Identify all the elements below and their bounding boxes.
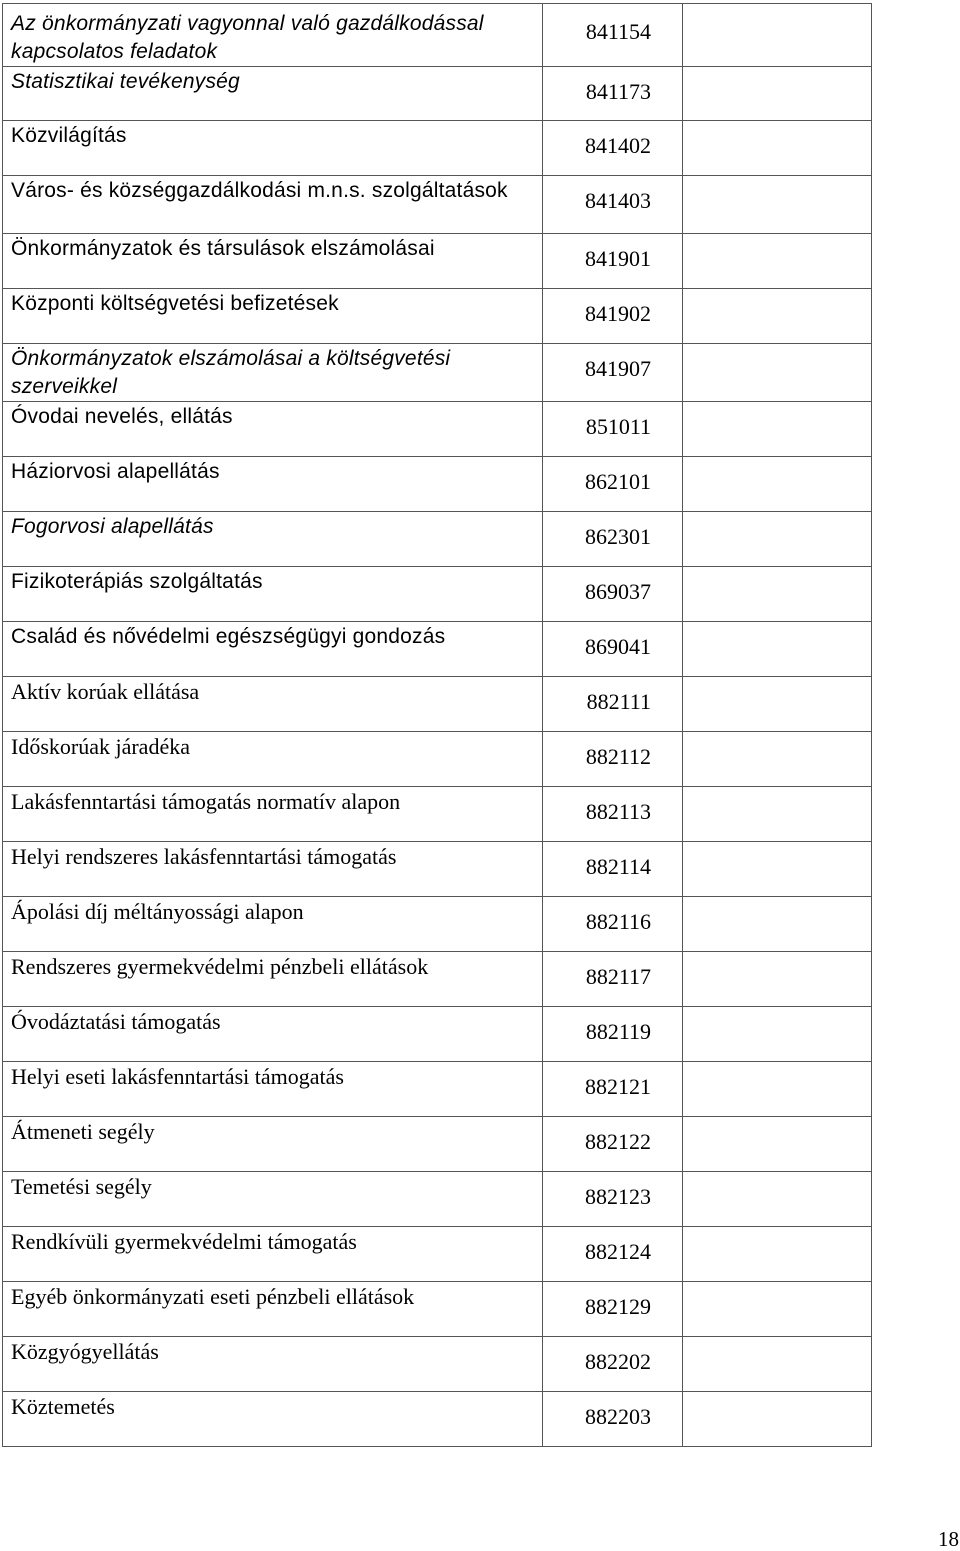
activity-code: 882116 bbox=[585, 909, 651, 934]
activity-name-cell bbox=[3, 1172, 543, 1227]
table-row bbox=[3, 457, 872, 512]
empty-cell bbox=[683, 787, 872, 842]
table-row bbox=[3, 952, 872, 1007]
empty-cell bbox=[683, 4, 872, 67]
activity-name: Fogorvosi alapellátás bbox=[11, 515, 214, 538]
activity-code: 862101 bbox=[585, 469, 651, 494]
table-row bbox=[3, 402, 872, 457]
table-row bbox=[3, 1172, 872, 1227]
activity-name: Átmeneti segély bbox=[11, 1119, 155, 1144]
table-row bbox=[3, 512, 872, 567]
empty-cell bbox=[683, 344, 872, 402]
page-number: 18 bbox=[938, 1527, 959, 1551]
activity-code-cell bbox=[543, 732, 683, 787]
activity-name-cell bbox=[3, 402, 543, 457]
empty-cell bbox=[683, 732, 872, 787]
activity-name: Rendszeres gyermekvédelmi pénzbeli ellátások bbox=[11, 954, 429, 979]
empty-cell bbox=[683, 897, 872, 952]
empty-cell bbox=[683, 402, 872, 457]
table-row bbox=[3, 1117, 872, 1172]
activity-name-cell bbox=[3, 457, 543, 512]
activity-name-cell bbox=[3, 1062, 543, 1117]
activity-code-cell bbox=[543, 1337, 683, 1392]
empty-cell bbox=[683, 842, 872, 897]
activity-name: Helyi rendszeres lakásfenntartási támogatás bbox=[11, 844, 397, 869]
activity-code-cell bbox=[543, 1062, 683, 1117]
activity-code-cell bbox=[543, 842, 683, 897]
activity-code: 869041 bbox=[585, 634, 651, 659]
activity-code-cell bbox=[543, 4, 683, 67]
table-row bbox=[3, 622, 872, 677]
table-row bbox=[3, 121, 872, 176]
empty-cell bbox=[683, 1227, 872, 1282]
empty-cell bbox=[683, 1282, 872, 1337]
activity-code-cell bbox=[543, 677, 683, 732]
table-row bbox=[3, 176, 872, 234]
table-row bbox=[3, 4, 872, 67]
empty-cell bbox=[683, 1172, 872, 1227]
table-row bbox=[3, 1227, 872, 1282]
activity-name-cell bbox=[3, 512, 543, 567]
activity-name: Önkormányzatok elszámolásai a költségvetési szerveikkel bbox=[11, 347, 451, 398]
activity-code: 851011 bbox=[585, 414, 651, 439]
activity-code-cell bbox=[543, 952, 683, 1007]
empty-cell bbox=[683, 622, 872, 677]
activity-code-cell bbox=[543, 567, 683, 622]
activity-code-cell bbox=[543, 622, 683, 677]
activity-name-cell bbox=[3, 567, 543, 622]
activity-code: 882203 bbox=[585, 1404, 651, 1429]
activity-name-cell bbox=[3, 289, 543, 344]
activity-code-table bbox=[2, 3, 872, 1447]
empty-cell bbox=[683, 952, 872, 1007]
activity-code-cell bbox=[543, 897, 683, 952]
table-row bbox=[3, 677, 872, 732]
activity-code: 882117 bbox=[585, 964, 651, 989]
activity-name: Lakásfenntartási támogatás normatív alapon bbox=[11, 789, 401, 814]
activity-code: 882119 bbox=[585, 1019, 651, 1044]
activity-code: 882202 bbox=[585, 1349, 651, 1374]
activity-code-cell bbox=[543, 787, 683, 842]
activity-name: Temetési segély bbox=[11, 1174, 152, 1199]
empty-cell bbox=[683, 567, 872, 622]
activity-name: Közvilágítás bbox=[11, 124, 127, 147]
table-row bbox=[3, 1007, 872, 1062]
activity-name: Közgyógyellátás bbox=[11, 1339, 159, 1364]
empty-cell bbox=[683, 1337, 872, 1392]
table-row bbox=[3, 234, 872, 289]
activity-name-cell bbox=[3, 1282, 543, 1337]
activity-name-cell bbox=[3, 897, 543, 952]
activity-name: Helyi eseti lakásfenntartási támogatás bbox=[11, 1064, 344, 1089]
activity-code-cell bbox=[543, 344, 683, 402]
activity-code-cell bbox=[543, 289, 683, 344]
empty-cell bbox=[683, 1392, 872, 1447]
table-row bbox=[3, 1392, 872, 1447]
activity-code: 841901 bbox=[585, 246, 651, 271]
activity-name-cell bbox=[3, 787, 543, 842]
table-row bbox=[3, 842, 872, 897]
activity-code-cell bbox=[543, 1282, 683, 1337]
table-row bbox=[3, 1337, 872, 1392]
empty-cell bbox=[683, 234, 872, 289]
empty-cell bbox=[683, 1117, 872, 1172]
activity-name-cell bbox=[3, 1117, 543, 1172]
activity-name-cell bbox=[3, 1337, 543, 1392]
activity-code: 882121 bbox=[585, 1074, 651, 1099]
activity-name-cell bbox=[3, 622, 543, 677]
activity-code-cell bbox=[543, 512, 683, 567]
activity-name-cell bbox=[3, 344, 543, 402]
activity-code: 882123 bbox=[585, 1184, 651, 1209]
activity-code: 882124 bbox=[585, 1239, 651, 1264]
activity-code: 882113 bbox=[585, 799, 651, 824]
activity-name-cell bbox=[3, 1227, 543, 1282]
empty-cell bbox=[683, 677, 872, 732]
activity-name: Óvodáztatási támogatás bbox=[11, 1009, 221, 1034]
activity-code: 882114 bbox=[585, 854, 651, 879]
activity-code-cell bbox=[543, 1117, 683, 1172]
activity-code: 841402 bbox=[585, 133, 651, 158]
activity-code: 882122 bbox=[585, 1129, 651, 1154]
activity-code: 841902 bbox=[585, 301, 651, 326]
empty-cell bbox=[683, 512, 872, 567]
activity-name-cell bbox=[3, 121, 543, 176]
activity-code: 882129 bbox=[585, 1294, 651, 1319]
table-row bbox=[3, 67, 872, 121]
empty-cell bbox=[683, 1062, 872, 1117]
activity-code-cell bbox=[543, 234, 683, 289]
table-row bbox=[3, 787, 872, 842]
activity-name-cell bbox=[3, 1392, 543, 1447]
activity-name-cell bbox=[3, 732, 543, 787]
table-row bbox=[3, 732, 872, 787]
empty-cell bbox=[683, 121, 872, 176]
activity-name: Statisztikai tevékenység bbox=[11, 70, 240, 93]
activity-name: Család és nővédelmi egészségügyi gondozás bbox=[11, 625, 446, 648]
activity-code: 869037 bbox=[585, 579, 651, 604]
table-row bbox=[3, 567, 872, 622]
activity-name: Város- és községgazdálkodási m.n.s. szolgáltatások bbox=[11, 179, 508, 202]
activity-code: 841403 bbox=[585, 188, 651, 213]
activity-code: 841173 bbox=[585, 79, 651, 104]
activity-name-cell bbox=[3, 1007, 543, 1062]
activity-name-cell bbox=[3, 677, 543, 732]
table-row bbox=[3, 1062, 872, 1117]
activity-code: 841907 bbox=[585, 356, 651, 381]
activity-name-cell bbox=[3, 234, 543, 289]
activity-name-cell bbox=[3, 952, 543, 1007]
table-row bbox=[3, 289, 872, 344]
activity-code-cell bbox=[543, 1227, 683, 1282]
activity-name: Óvodai nevelés, ellátás bbox=[11, 405, 233, 428]
empty-cell bbox=[683, 67, 872, 121]
activity-code-cell bbox=[543, 457, 683, 512]
activity-name: Időskorúak járadéka bbox=[11, 734, 190, 759]
activity-code: 882111 bbox=[586, 689, 651, 714]
activity-name: Köztemetés bbox=[11, 1394, 115, 1419]
activity-name-cell bbox=[3, 67, 543, 121]
activity-code-cell bbox=[543, 67, 683, 121]
activity-name: Az önkormányzati vagyonnal való gazdálkodással kapcsolatos feladatok bbox=[11, 12, 484, 63]
activity-name: Fizikoterápiás szolgáltatás bbox=[11, 570, 263, 593]
activity-code-cell bbox=[543, 121, 683, 176]
empty-cell bbox=[683, 289, 872, 344]
table-row bbox=[3, 344, 872, 402]
empty-cell bbox=[683, 1007, 872, 1062]
activity-code: 862301 bbox=[585, 524, 651, 549]
empty-cell bbox=[683, 457, 872, 512]
activity-code-cell bbox=[543, 1172, 683, 1227]
activity-code: 882112 bbox=[585, 744, 651, 769]
activity-name-cell bbox=[3, 842, 543, 897]
activity-code: 841154 bbox=[585, 19, 651, 44]
activity-name: Egyéb önkormányzati eseti pénzbeli ellátások bbox=[11, 1284, 415, 1309]
activity-name: Központi költségvetési befizetések bbox=[11, 292, 339, 315]
table-row bbox=[3, 1282, 872, 1337]
activity-name: Ápolási díj méltányossági alapon bbox=[11, 899, 304, 924]
activity-code-cell bbox=[543, 1007, 683, 1062]
activity-name: Aktív korúak ellátása bbox=[11, 679, 200, 704]
activity-name-cell bbox=[3, 4, 543, 67]
table-row bbox=[3, 897, 872, 952]
activity-name: Rendkívüli gyermekvédelmi támogatás bbox=[11, 1229, 357, 1254]
activity-name: Háziorvosi alapellátás bbox=[11, 460, 220, 483]
activity-code-cell bbox=[543, 402, 683, 457]
empty-cell bbox=[683, 176, 872, 234]
activity-name: Önkormányzatok és társulások elszámolásai bbox=[11, 237, 435, 260]
activity-name-cell bbox=[3, 176, 543, 234]
activity-code-cell bbox=[543, 1392, 683, 1447]
activity-code-cell bbox=[543, 176, 683, 234]
